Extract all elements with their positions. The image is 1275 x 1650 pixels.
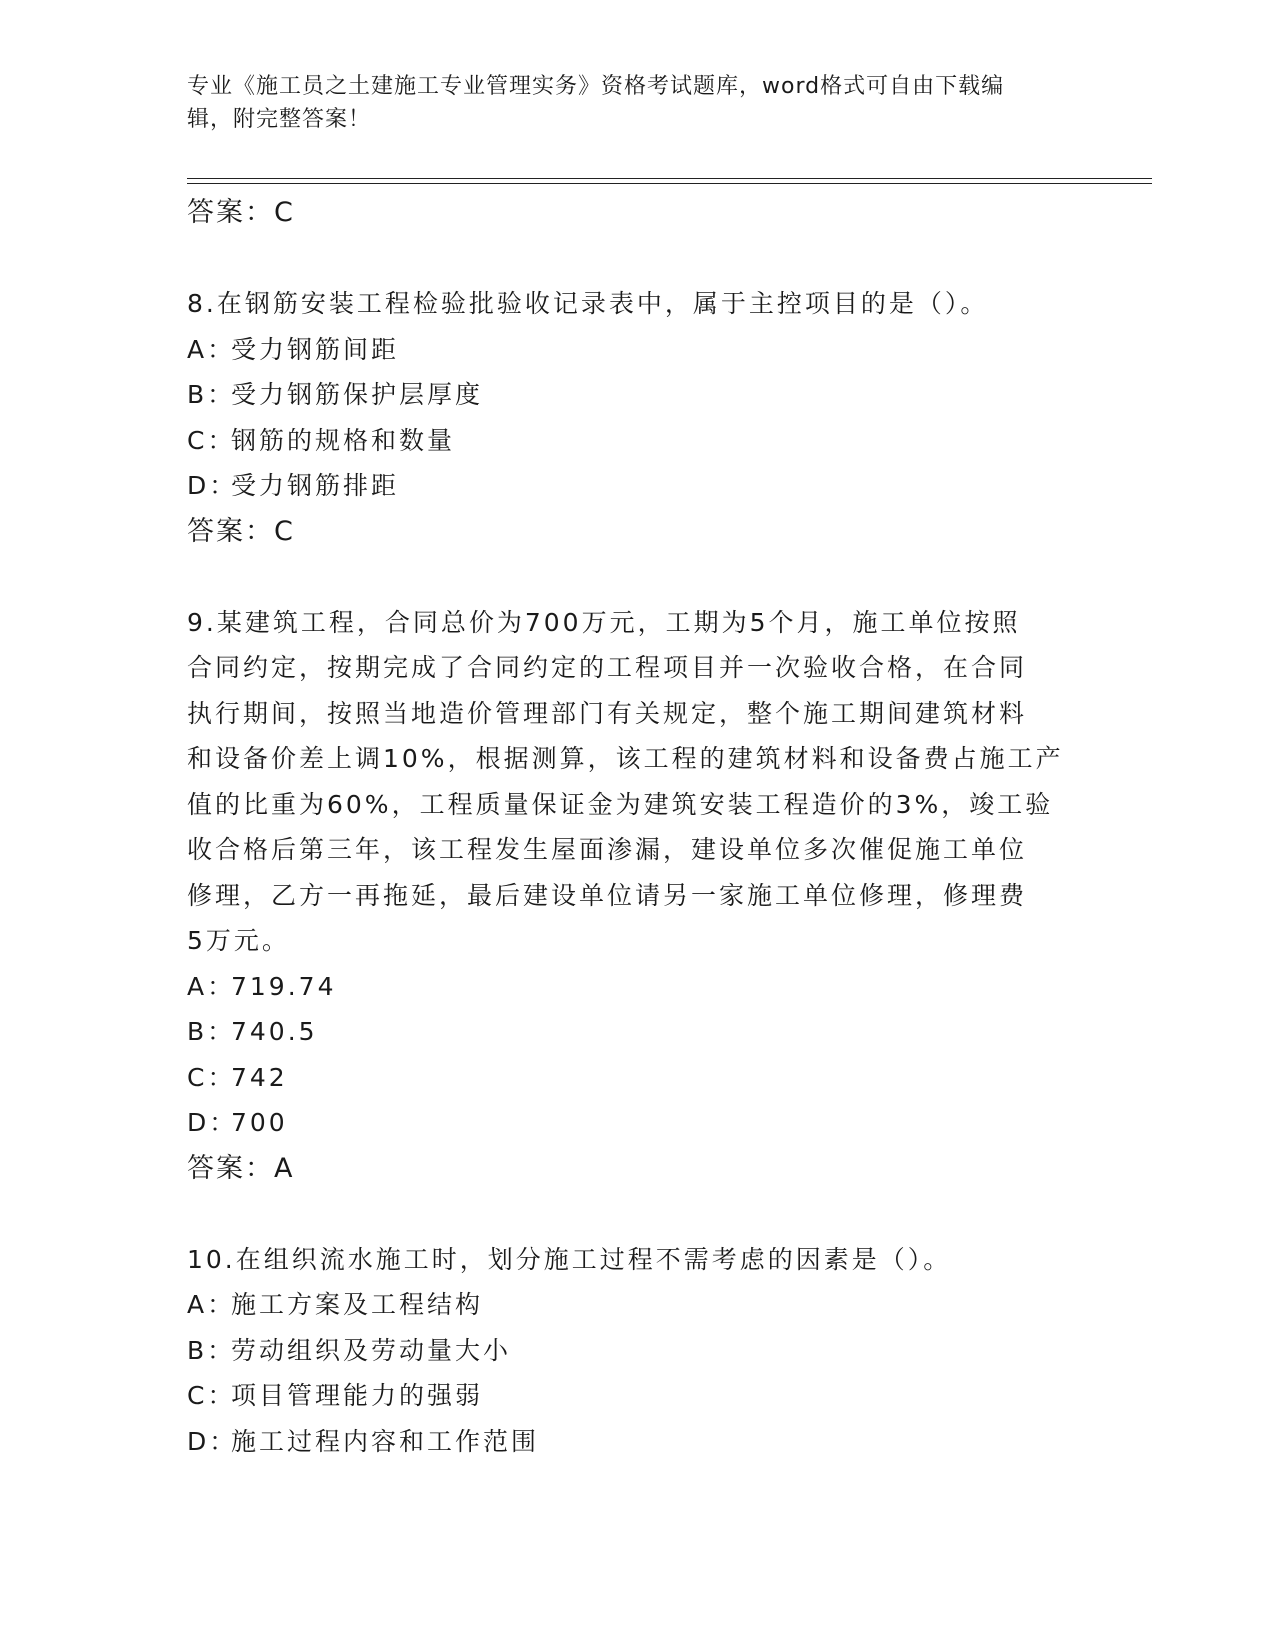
option-d [187, 1419, 1087, 1465]
option-text: 719.74 [231, 971, 337, 1001]
question-9 [187, 600, 1087, 1192]
option-text: 钢筋的规格和数量 [231, 425, 456, 455]
option-a [187, 327, 1087, 373]
option-key: B： [187, 380, 236, 409]
option-key: A： [187, 334, 236, 364]
answer-8: 答案：C [187, 515, 295, 547]
option-a [187, 1282, 1087, 1328]
document-header [187, 70, 1067, 136]
option-text: 施工方案及工程结构 [231, 1290, 484, 1319]
option-d [187, 463, 1087, 509]
option-key: D： [187, 1426, 238, 1456]
spacer [187, 554, 1087, 600]
option-d [187, 1100, 1087, 1146]
header-divider-top [187, 178, 1152, 179]
question-stem-line: 合同约定，按期完成了合同约定的工程项目并一次验收合格，在合同 [187, 653, 1028, 682]
question-stem-line: 5万元。 [187, 926, 290, 955]
option-text: 项目管理能力的强弱 [231, 1381, 484, 1410]
header-line-1: 专业《施工员之土建施工专业管理实务》资格考试题库，word格式可自由下载编 [187, 74, 1005, 99]
option-key: B： [187, 1335, 236, 1365]
option-key: B： [187, 1017, 236, 1046]
header-divider-bottom [187, 183, 1152, 184]
question-stem-line: 9.某建筑工程，合同总价为700万元，工期为5个月，施工单位按照 [187, 607, 1021, 637]
spacer [187, 236, 1087, 282]
question-10 [187, 1237, 1087, 1465]
option-text: 受力钢筋排距 [231, 471, 400, 500]
question-stem-line: 收合格后第三年，该工程发生屋面渗漏，建设单位多次催促施工单位 [187, 835, 1028, 864]
previous-answer: 答案：C [187, 197, 295, 228]
option-b [187, 1009, 1087, 1055]
option-text: 受力钢筋间距 [231, 334, 400, 364]
spacer [187, 1191, 1087, 1237]
option-key: C： [187, 425, 236, 455]
option-c [187, 1373, 1087, 1419]
option-text: 742 [231, 1062, 288, 1092]
question-stem-line: 执行期间，按照当地造价管理部门有关规定，整个施工期间建筑材料 [187, 698, 1028, 728]
answer-9: 答案：A [187, 1152, 295, 1184]
option-key: C： [187, 1381, 236, 1410]
question-stem: 10.在组织流水施工时，划分施工过程不需考虑的因素是（）。 [187, 1244, 952, 1274]
option-key: A： [187, 1290, 236, 1319]
option-text: 劳动组织及劳动量大小 [231, 1335, 512, 1365]
option-key: A： [187, 971, 236, 1001]
option-text: 受力钢筋保护层厚度 [231, 380, 484, 409]
option-text: 施工过程内容和工作范围 [231, 1426, 540, 1456]
option-text: 740.5 [231, 1017, 318, 1046]
option-text: 700 [231, 1108, 288, 1137]
option-c [187, 1055, 1087, 1101]
question-8 [187, 281, 1087, 554]
question-stem-line: 修理，乙方一再拖延，最后建设单位请另一家施工单位修理，修理费 [187, 880, 1028, 910]
option-key: D： [187, 471, 238, 500]
option-b [187, 372, 1087, 418]
header-line-2: 辑，附完整答案！ [187, 107, 372, 132]
document-body [187, 190, 1087, 1464]
option-b [187, 1328, 1087, 1374]
option-key: D： [187, 1108, 238, 1137]
question-stem: 8.在钢筋安装工程检验批验收记录表中，属于主控项目的是（）。 [187, 289, 989, 318]
option-a [187, 964, 1087, 1010]
option-key: C： [187, 1062, 236, 1092]
question-stem-line: 值的比重为60%，工程质量保证金为建筑安装工程造价的3%，竣工验 [187, 789, 1054, 819]
option-c [187, 418, 1087, 464]
question-stem-line: 和设备价差上调10%，根据测算，该工程的建筑材料和设备费占施工产 [187, 744, 1064, 773]
